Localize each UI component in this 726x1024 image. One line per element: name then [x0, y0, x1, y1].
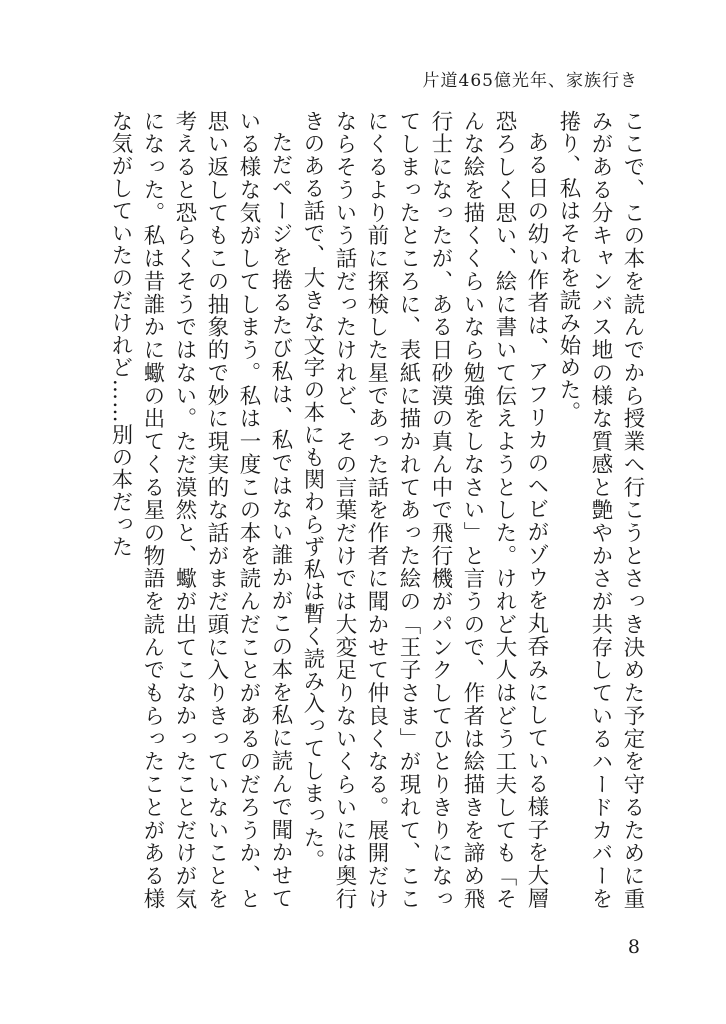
body-text	[88, 110, 648, 910]
paragraph: ここで、この本を読んでから授業へ行こうとさっき決めた予定を守るために重みがある分キャンバス地の様な質感と艶やかさが共存しているハードカバーを捲り、私はそれを読み始めた。	[556, 110, 645, 910]
paragraph: ある日の幼い作者は、アフリカのヘビがゾウを丸呑みにしている様子を大層恐ろしく思い、絵に書いて伝えようとした。けれど大人はどう工夫しても「そんな絵を描くくらいなら勉強をしなさい」と言うので、作者は絵描きを諦め飛行士になったが、ある日砂漠の真ん中で飛行機がパンクしてひとりきりになってしまったところに、表紙に描かれてあった絵の「王子さま」が現れて、ここにくるより前に探検した星であった話を作者に聞かせて仲良くなる。展開だけならそういう話だったけれど、その言葉だけでは大変足りないくらいには奥行きのある話で、大きな文字の本にも関わらず私は暫く読み入ってしまった。	[300, 110, 549, 910]
paragraph: ただページを捲るたび私は、私ではない誰かがこの本を私に読んで聞かせている様な気がしてしまう。私は一度この本を読んだことがあるのだろうか、と思い返してもこの抽象的で妙に現実的な話がまだ頭に入りきっていないことを考えると恐らくそうではない。ただ漠然と、蠍が出てこなかったことだけが気になった。私は昔誰かに蠍の出てくる星の物語を読んでもらったことがある様な気がしていたのだけれど……別の本だった	[108, 110, 293, 910]
page-number: 8	[627, 936, 640, 958]
running-header: 片道465億光年、家族行き	[422, 71, 638, 91]
